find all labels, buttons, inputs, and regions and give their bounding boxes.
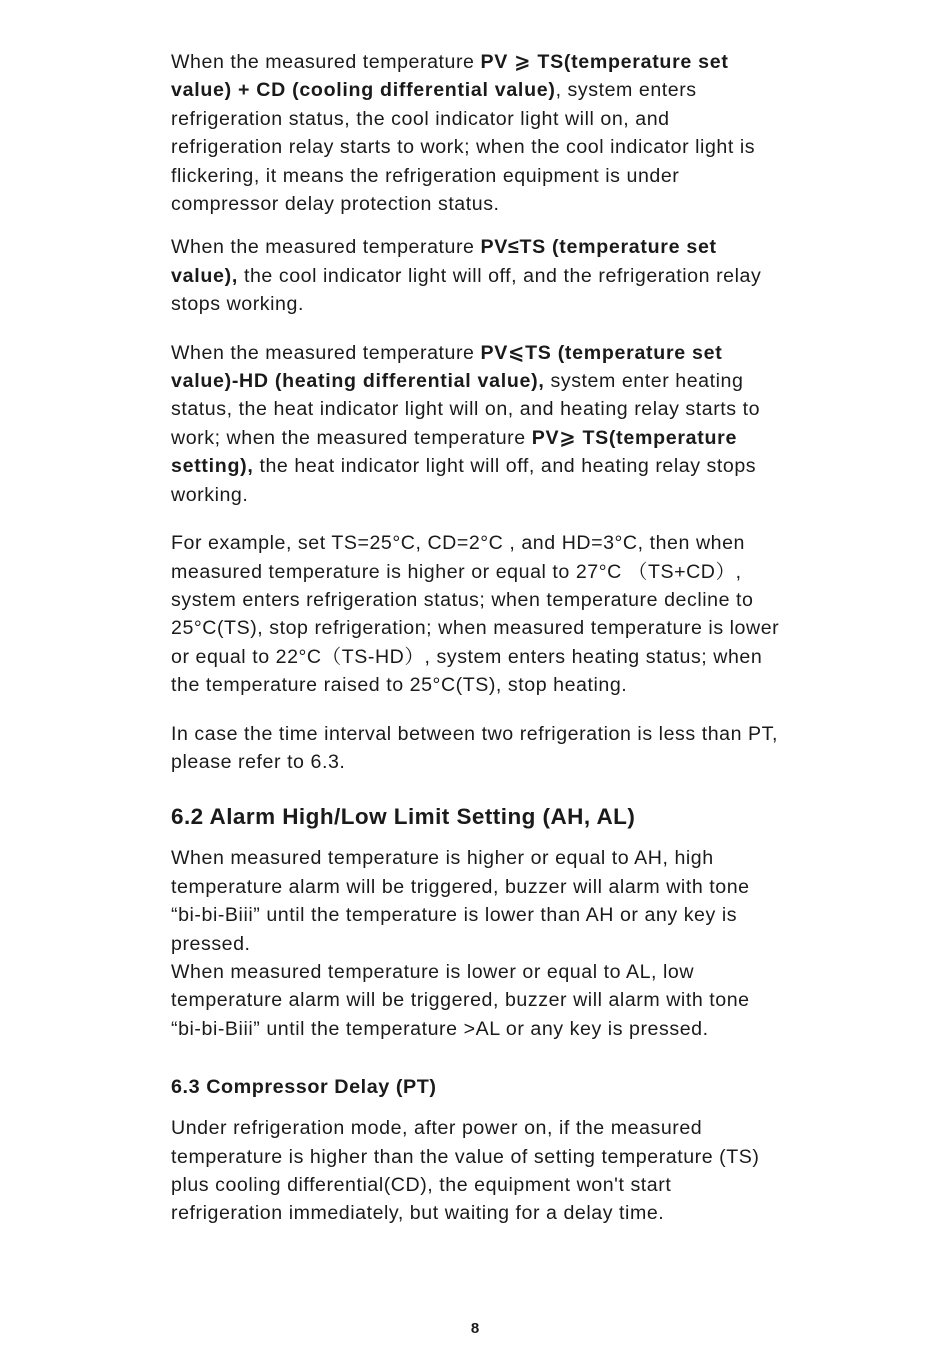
heating-on-condition: PV⩽TS (temperature set value)-HD (heating differential value), [171, 341, 723, 393]
paragraph-heating [171, 339, 786, 509]
page-number: 8 [470, 1320, 480, 1337]
paragraph-example: For example, set TS=25°C, CD=2°C , and HD=3°C, then when measured temperature is higher or equal to 27°C （TS+CD）, system enters refrigeration status; when temperature decline to 25°C(TS), stop refrigeration; when measured temperature is lower or equal to 22°C（TS-HD）, system enters heating status; when the temperature raised to 25°C(TS), stop heating. [171, 532, 780, 697]
paragraph-alarm-high: When measured temperature is higher or equal to AH, high temperature alarm will be triggered, buzzer will alarm with tone “bi-bi-Biii” until the temperature is lower than AH or any key is pressed. [171, 847, 750, 955]
compressor-section-heading: 6.3 Compressor Delay (PT) [171, 1076, 437, 1099]
paragraph-cooling-off [171, 233, 786, 318]
paragraph-interval: In case the time interval between two refrigeration is less than PT, please refer to 6.3. [171, 722, 778, 773]
cooling-on-intro: When the measured temperature [171, 51, 481, 73]
heating-off-condition: PV⩾ TS(temperature setting), [171, 426, 738, 478]
cooling-off-condition: PV≤TS (temperature set value), [171, 236, 717, 287]
alarm-section-heading: 6.2 Alarm High/Low Limit Setting (AH, AL) [171, 804, 636, 830]
cooling-off-intro: When the measured temperature [171, 236, 481, 259]
manual-page [171, 48, 786, 1228]
paragraph-cooling-on [171, 48, 786, 218]
cooling-off-description: the cool indicator light will off, and the refrigeration relay stops working. [171, 264, 762, 316]
cooling-on-condition: PV ⩾ TS(temperature set value) + CD (cooling differential value) [171, 51, 729, 102]
cooling-on-description: , system enters refrigeration status, the cool indicator light will on, and refrigeration relay starts to work; when the cool indicator light is flickering, it means the refrigeration equipment is under compressor delay protection status. [171, 79, 756, 216]
paragraph-alarm-low: When measured temperature is lower or equal to AL, low temperature alarm will be triggered, buzzer will alarm with tone “bi-bi-Biii” until the temperature >AL or any key is pressed. [171, 960, 750, 1040]
paragraph-compressor-delay: Under refrigeration mode, after power on, if the measured temperature is higher than the value of setting temperature (TS) plus cooling differential(CD), the equipment won't start refrigeration immediately, but waiting for a delay time. [171, 1117, 760, 1225]
heating-intro: When the measured temperature [171, 341, 481, 364]
heating-off-description: the heat indicator light will off, and heating relay stops working. [171, 455, 757, 506]
heating-on-description: system enter heating status, the heat indicator light will on, and heating relay starts to work; when the measured temperature [171, 370, 761, 449]
